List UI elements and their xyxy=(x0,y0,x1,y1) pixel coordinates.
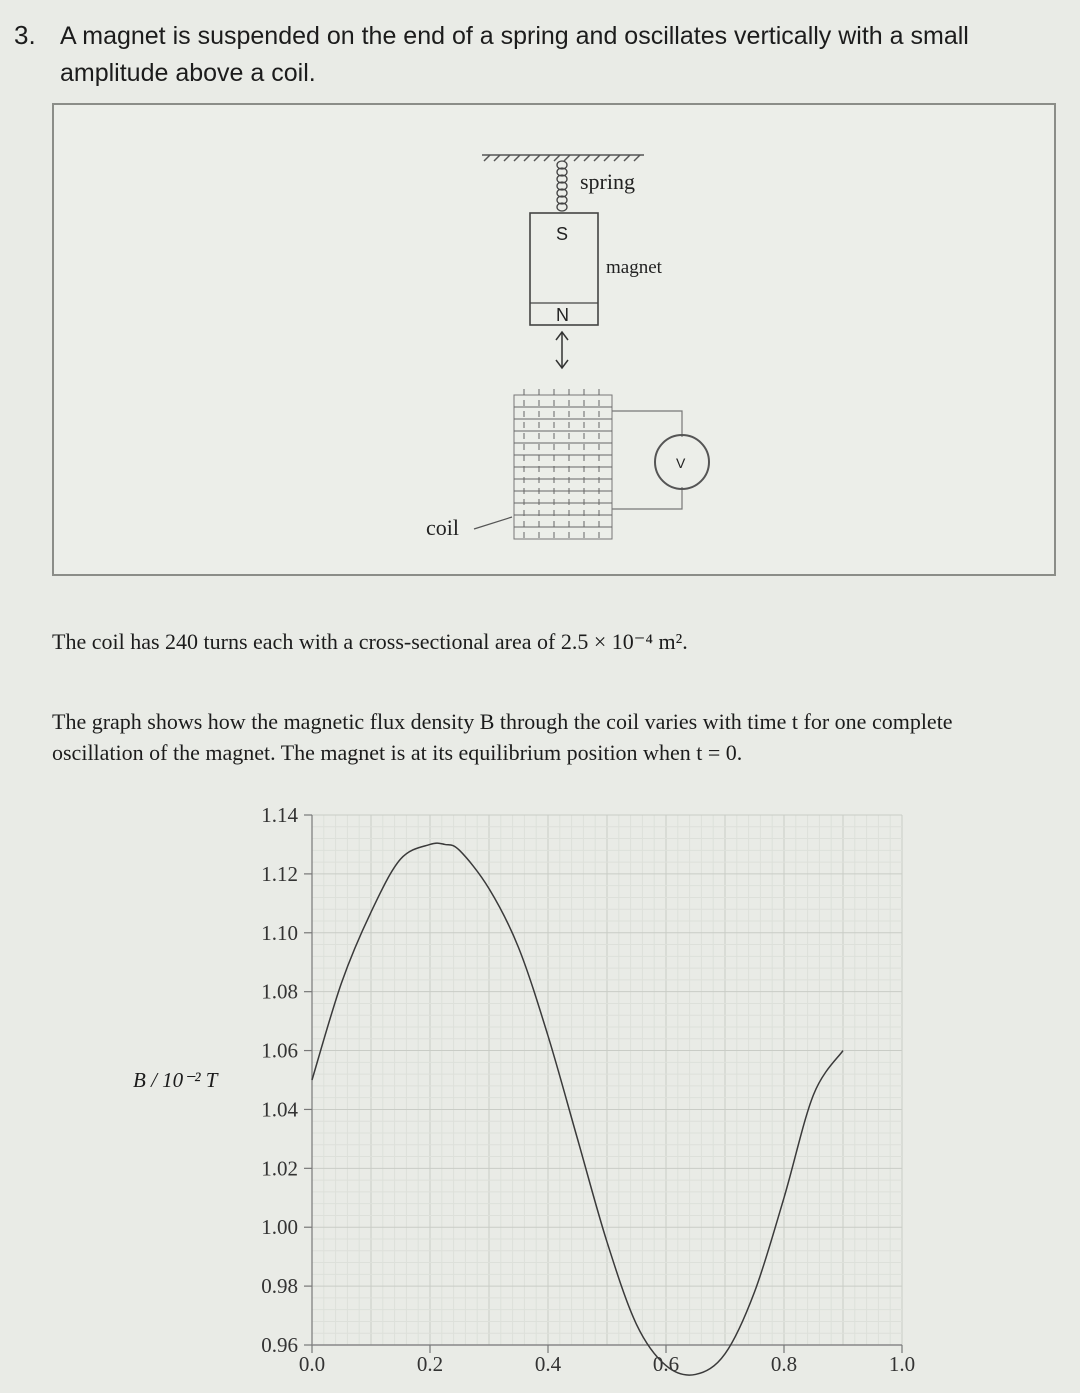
circuit-wires xyxy=(612,411,682,509)
y-tick-label: 1.10 xyxy=(261,920,298,945)
graph-description: The graph shows how the magnetic flux density B through the coil varies with time t for one complete oscillation of the magnet. The magnet is at its equilibrium position when t = 0. xyxy=(52,709,953,765)
y-tick-label: 0.98 xyxy=(261,1274,298,1299)
x-tick-label: 0.0 xyxy=(298,1352,326,1376)
question-text: A magnet is suspended on the end of a spring and oscillates vertically with a small amplitude above a coil. xyxy=(60,22,969,87)
question-number: 3. xyxy=(14,20,36,50)
flux-density-chart xyxy=(0,780,1080,1393)
pole-south-label: S xyxy=(556,224,569,244)
pole-north-label: N xyxy=(556,305,569,325)
x-tick-label: 0.6 xyxy=(652,1352,680,1376)
x-tick-label: 1.0 xyxy=(888,1352,916,1376)
y-tick-label: 1.12 xyxy=(261,861,298,886)
coil xyxy=(514,389,612,539)
x-tick-label: 0.8 xyxy=(770,1352,798,1376)
spring-label: spring xyxy=(580,169,635,194)
apparatus-diagram xyxy=(54,105,1058,578)
ceiling-support xyxy=(482,155,644,161)
y-tick-label: 1.14 xyxy=(261,803,298,827)
coil-description: The coil has 240 turns each with a cross-sectional area of 2.5 × 10⁻⁴ m². xyxy=(52,629,688,654)
chart-grid xyxy=(312,815,902,1345)
spring-coils xyxy=(557,161,567,211)
y-axis-label: B / 10⁻² T xyxy=(133,1068,218,1092)
y-tick-label: 1.02 xyxy=(261,1156,298,1181)
voltmeter-label: V xyxy=(676,455,686,471)
coil-label: coil xyxy=(426,515,459,540)
y-tick-label: 1.08 xyxy=(261,979,298,1004)
y-tick-label: 1.00 xyxy=(261,1215,298,1240)
x-tick-label: 0.4 xyxy=(534,1352,562,1376)
x-tick-label: 0.2 xyxy=(416,1352,444,1376)
y-tick-label: 1.06 xyxy=(261,1038,298,1063)
apparatus-figure xyxy=(52,103,1056,576)
oscillation-arrow xyxy=(556,332,568,368)
y-tick-label: 1.04 xyxy=(261,1097,298,1122)
y-tick-label: 0.96 xyxy=(261,1333,298,1357)
coil-pointer xyxy=(474,517,512,529)
magnet-label: magnet xyxy=(606,257,662,278)
